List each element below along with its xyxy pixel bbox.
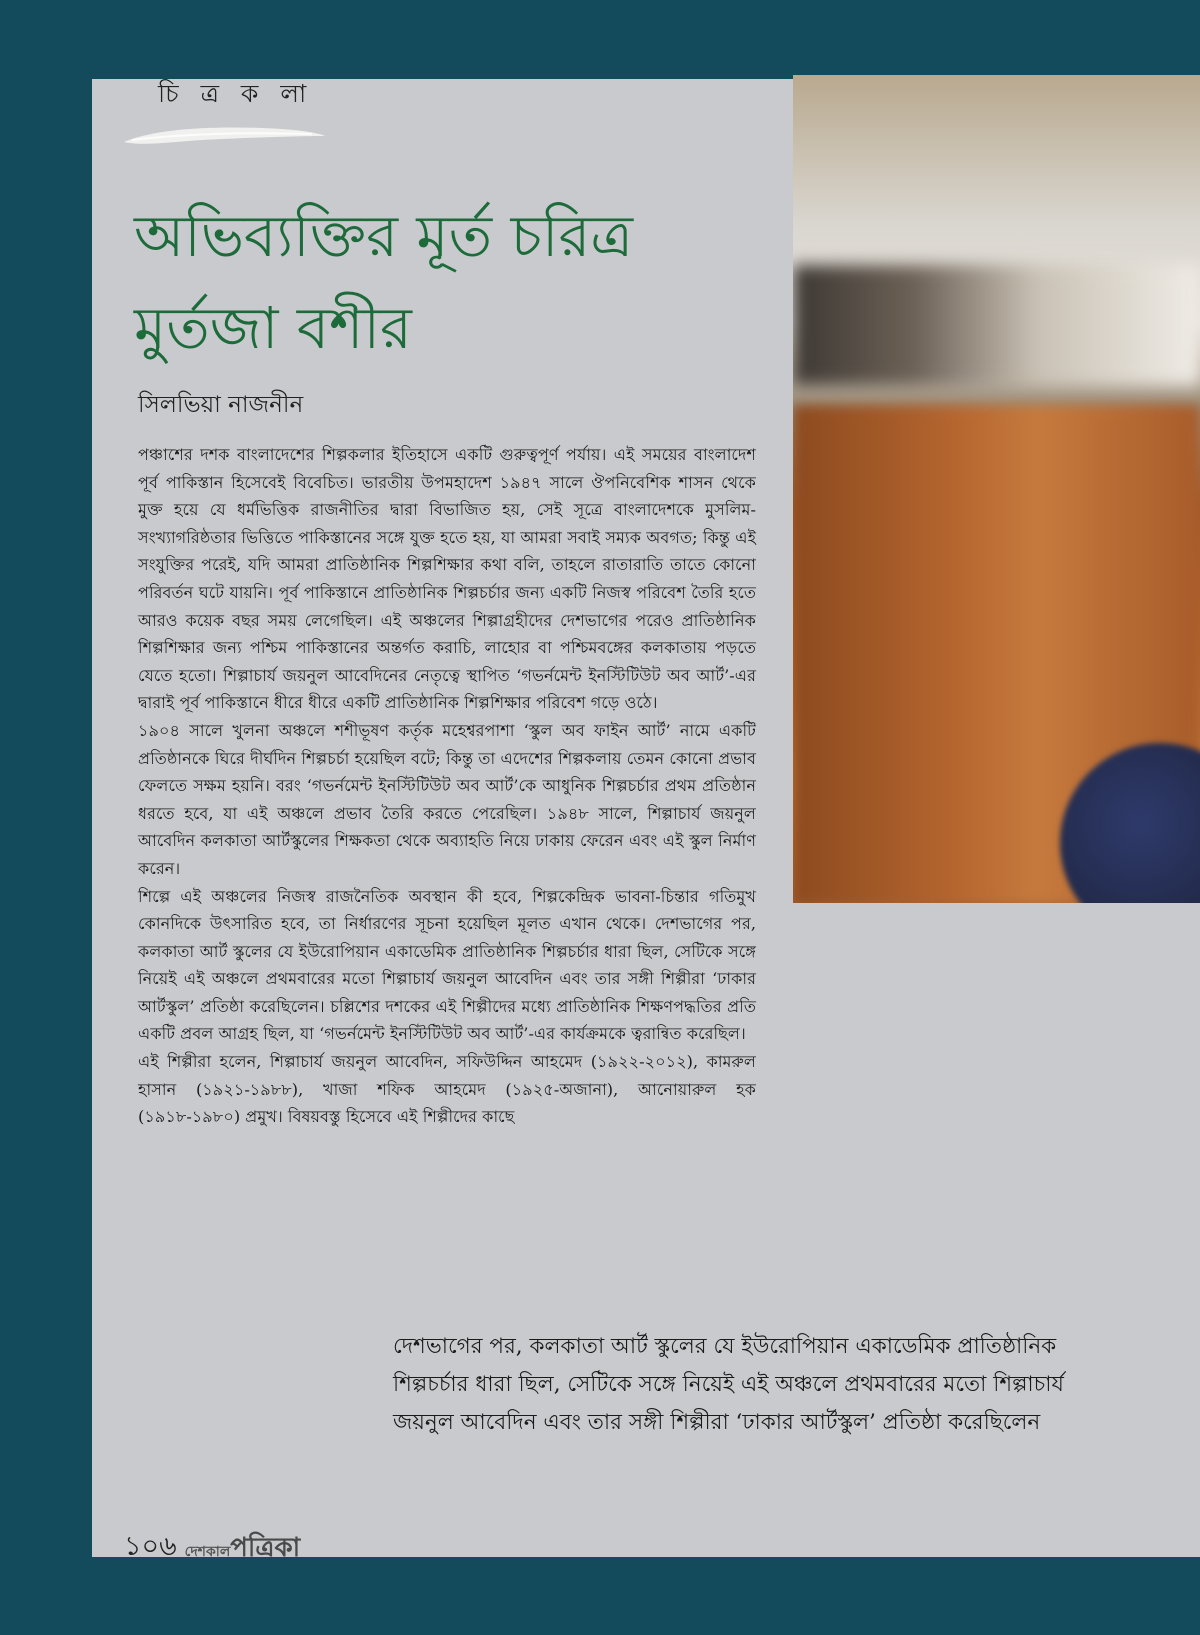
author-name: সিলভিয়া নাজনীন <box>138 392 304 418</box>
page-footer <box>124 1526 300 1571</box>
title-line-1: অভিব্যক্তির মূর্ত চরিত্র <box>134 202 633 270</box>
brush-stroke-decoration <box>122 124 327 148</box>
article-body <box>138 441 756 1131</box>
magazine-logo <box>185 1527 301 1571</box>
photo-bookshelf <box>793 265 1200 385</box>
title-line-2: মুর্তজা বশীর <box>134 294 412 362</box>
logo-small-text: দেশকাল <box>184 1543 231 1560</box>
pull-quote: দেশভাগের পর, কলকাতা আর্ট স্কুলের যে ইউরোপিয়ান একাডেমিক প্রাতিষ্ঠানিক শিল্পচর্চার ধারা ছিল, সেটিকে সঙ্গে নিয়েই এই অঞ্চলে প্রথমবারের মতো শিল্পাচার্য জয়নুল আবেদিন এবং তার সঙ্গী শিল্পীরা ‘ঢাকার আর্টস্কুল’ প্রতিষ্ঠা করেছিলেন <box>393 1334 1064 1435</box>
paragraph: পঞ্চাশের দশক বাংলাদেশের শিল্পকলার ইতিহাসে একটি গুরুত্বপূর্ণ পর্যায়। এই সময়ের বাংলাদেশ পূর্ব পাকিস্তান হিসেবেই বিবেচিত। ভারতীয় উপমহাদেশ ১৯৪৭ সালে ঔপনিবেশিক শাসন থেকে মুক্ত হয়ে যে ধর্মভিত্তিক রাজনীতির দ্বারা বিভাজিত হয়, সেই সূত্রে বাংলাদেশকে মুসলিম-সংখ্যাগরিষ্ঠতার ভিত্তিতে পাকিস্তানের সঙ্গে যুক্ত হতে হয়, যা আমরা সবাই সম্যক অবগত; কিন্তু এই সংযুক্তির পরেই, যদি আমরা প্রাতিষ্ঠানিক শিল্পশিক্ষার কথা বলি, তাহলে রাতারাতি তাতে কোনো পরিবর্তন ঘটে যায়নি। পূর্ব পাকিস্তানে প্রাতিষ্ঠানিক শিল্পচর্চার জন্য একটি নিজস্ব পরিবেশ তৈরি হতে আরও কয়েক বছর সময় লেগেছিল। এই অঞ্চলের শিল্পাগ্রহীদের দেশভাগের পরেও প্রাতিষ্ঠানিক শিল্পশিক্ষার জন্য পশ্চিম পাকিস্তানের অন্তর্গত করাচি, লাহোর বা পশ্চিমবঙ্গের কলকাতায় পড়তে যেতে হতো। শিল্পাচার্য জয়নুল আবেদিনের নেতৃত্বে স্থাপিত ‘গভর্নমেন্ট ইনস্টিটিউট অব আর্ট’-এর দ্বারাই পূর্ব পাকিস্তানে ধীরে ধীরে একটি প্রাতিষ্ঠানিক শিল্পশিক্ষার পরিবেশ গড়ে ওঠে। <box>138 445 756 713</box>
page-number: ১০৬ <box>124 1531 177 1562</box>
paragraph: এই শিল্পীরা হলেন, শিল্পাচার্য জয়নুল আবেদিন, সফিউদ্দিন আহমেদ (১৯২২-২০১২), কামরুল হাসান (১৯২১-১৯৮৮), খাজা শফিক আহমেদ (১৯২৫-অজানা), আনোয়ারুল হক (১৯১৮-১৯৮০) প্রমুখ। বিষয়বস্তু হিসেবে এই শিল্পীদের কাছে <box>138 1052 756 1127</box>
article-title <box>134 190 774 374</box>
paragraph: শিল্পে এই অঞ্চলের নিজস্ব রাজনৈতিক অবস্থান কী হবে, শিল্পকেন্দ্রিক ভাবনা-চিন্তার গতিমুখ কোনদিকে উৎসারিত হবে, তা নির্ধারণের সূচনা হয়েছিল মূলত এখান থেকে। দেশভাগের পর, কলকাতা আর্ট স্কুলের যে ইউরোপিয়ান একাডেমিক প্রাতিষ্ঠানিক শিল্পচর্চার ধারা ছিল, সেটিকে সঙ্গে নিয়েই এই অঞ্চলে প্রথমবারের মতো শিল্পাচার্য জয়নুল আবেদিন এবং তার সঙ্গী শিল্পীরা ‘ঢাকার আর্টস্কুল’ প্রতিষ্ঠা করেছিলেন। চল্লিশের দশকের এই শিল্পীদের মধ্যে প্রাতিষ্ঠানিক শিক্ষণপদ্ধতির প্রতি একটি প্রবল আগ্রহ ছিল, যা ‘গভর্নমেন্ট ইনস্টিটিউট অব আর্ট’-এর কার্যক্রমকে ত্বরান্বিত করেছিল। <box>138 886 756 1044</box>
paragraph: ১৯০৪ সালে খুলনা অঞ্চলে শশীভূষণ কর্তৃক মহেশ্বরপাশা ‘স্কুল অব ফাইন আর্ট’ নামে একটি প্রতিষ্ঠানকে ঘিরে দীর্ঘদিন শিল্পচর্চা হয়েছিল বটে; কিন্তু তা এদেশের শিল্পকলায় তেমন কোনো প্রভাব ফেলতে সক্ষম হয়নি। বরং ‘গভর্নমেন্ট ইনস্টিটিউট অব আর্ট’কে আধুনিক শিল্পচর্চার প্রথম প্রতিষ্ঠান ধরতে হবে, যা এই অঞ্চলে প্রভাব তৈরি করতে পেরেছিল। ১৯৪৮ সালে, শিল্পাচার্য জয়নুল আবেদিন কলকাতা আর্টস্কুলের শিক্ষকতা থেকে অব্যাহতি নিয়ে ঢাকায় ফেরেন এবং এই স্কুল নির্মাণ করেন। <box>138 720 756 878</box>
section-label: চি ত্র ক লা <box>158 79 314 108</box>
portrait-photo <box>793 75 1200 903</box>
logo-big-text: পত্রিকা <box>230 1532 301 1563</box>
